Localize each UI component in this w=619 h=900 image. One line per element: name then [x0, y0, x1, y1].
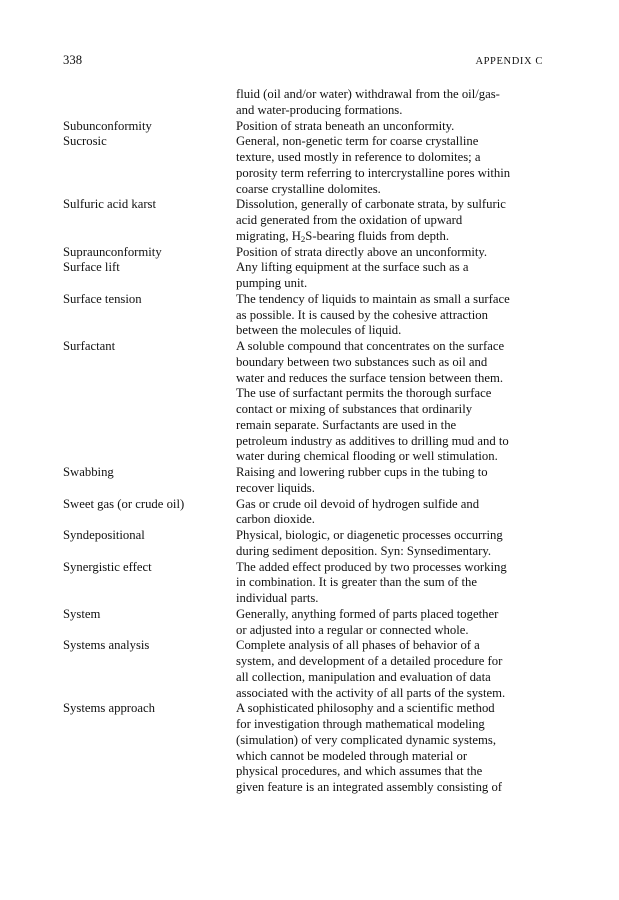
- definition-line: coarse crystalline dolomites.: [236, 181, 381, 196]
- glossary-entry: [63, 197, 543, 244]
- definition-line: Position of strata beneath an unconformity.: [236, 118, 455, 133]
- glossary-definition: [236, 339, 543, 465]
- definition-line: Any lifting equipment at the surface such as a: [236, 260, 469, 275]
- page-header: [63, 53, 543, 87]
- glossary-definition: [236, 607, 543, 639]
- glossary-term: Surface tension: [63, 291, 142, 306]
- glossary-term: Sulfuric acid karst: [63, 197, 157, 212]
- glossary-definition: [236, 292, 543, 339]
- glossary-definition: [236, 134, 543, 197]
- running-head: APPENDIX C: [475, 56, 543, 67]
- glossary-entry: [63, 119, 543, 135]
- glossary-term: Surface lift: [63, 260, 120, 275]
- glossary-entry: [63, 607, 543, 639]
- glossary-definition: [236, 497, 543, 529]
- glossary-entry: [63, 638, 543, 701]
- definition-line: which cannot be modeled through material or: [236, 748, 468, 763]
- definition-line: Physical, biologic, or diagenetic processes occurring: [236, 528, 503, 542]
- definition-line: Position of strata directly above an unconformity.: [236, 244, 488, 259]
- glossary-term: Sucrosic: [63, 134, 107, 149]
- definition-line: carbon dioxide.: [236, 512, 315, 527]
- glossary-entry: [63, 339, 543, 465]
- glossary-definition: [236, 87, 543, 119]
- definition-line: Generally, anything formed of parts placed together: [236, 606, 499, 621]
- definition-line: boundary between two substances such as oil and: [236, 354, 488, 369]
- glossary-term: Systems analysis: [63, 638, 150, 653]
- definition-line: individual parts.: [236, 591, 319, 605]
- glossary-definition: [236, 528, 543, 560]
- definition-line: pumping unit.: [236, 276, 308, 290]
- glossary-definition: [236, 638, 543, 701]
- glossary-entry: [63, 245, 543, 261]
- glossary-entry: [63, 260, 543, 292]
- glossary-entry: [63, 701, 543, 796]
- definition-line: recover liquids.: [236, 480, 315, 495]
- glossary-entry: [63, 87, 543, 119]
- definition-line: (simulation) of very complicated dynamic systems,: [236, 732, 497, 747]
- glossary-definition: [236, 119, 543, 135]
- glossary-term: System: [63, 606, 101, 621]
- definition-line: physical procedures, and which assumes that the: [236, 764, 483, 779]
- glossary-term: Synergistic effect: [63, 559, 152, 574]
- definition-line: system, and development of a detailed procedure for: [236, 654, 503, 668]
- definition-line: for investigation through mathematical modeling: [236, 717, 485, 731]
- definition-line: A sophisticated philosophy and a scientific method: [236, 701, 495, 716]
- definition-line: contact or mixing of substances that ordinarily: [236, 402, 473, 416]
- definition-line: A soluble compound that concentrates on the surface: [236, 339, 505, 353]
- definition-line: fluid (oil and/or water) withdrawal from the oil/gas-: [236, 87, 500, 101]
- glossary-term: Surfactant: [63, 339, 116, 353]
- definition-line: Gas or crude oil devoid of hydrogen sulfide and: [236, 496, 480, 511]
- definition-line: given feature is an integrated assembly consisting of: [236, 780, 503, 794]
- definition-line: as possible. It is caused by the cohesive attraction: [236, 307, 488, 322]
- definition-line: water during chemical flooding or well stimulation.: [236, 449, 498, 464]
- definition-line: texture, used mostly in reference to dolomites; a: [236, 150, 481, 164]
- glossary-entry: [63, 528, 543, 560]
- definition-line: associated with the activity of all parts of the system.: [236, 685, 506, 700]
- glossary-definition: [236, 465, 543, 497]
- glossary-term: Syndepositional: [63, 528, 145, 542]
- glossary-term: Supraunconformity: [63, 244, 162, 259]
- definition-line: The tendency of liquids to maintain as small a surface: [236, 291, 510, 306]
- definition-line: water and reduces the surface tension between them.: [236, 370, 504, 385]
- glossary-term: Subunconformity: [63, 118, 152, 133]
- definition-line: during sediment deposition. Syn: Synsedimentary.: [236, 543, 492, 558]
- definition-line: migrating, $H_2S$-bearing fluids from depth.: [236, 228, 450, 244]
- definition-line: or adjusted into a regular or connected whole.: [236, 622, 469, 637]
- definition-line: The use of surfactant permits the thorough surface: [236, 386, 492, 401]
- glossary-definition: [236, 560, 543, 607]
- glossary-term: Systems approach: [63, 701, 155, 716]
- document-page: [63, 53, 543, 796]
- definition-line: Dissolution, generally of carbonate strata, by sulfuric: [236, 197, 506, 212]
- glossary-entry: [63, 292, 543, 339]
- definition-line: and water-producing formations.: [236, 102, 403, 117]
- definition-line: in combination. It is greater than the sum of the: [236, 575, 478, 590]
- glossary-term: Sweet gas (or crude oil): [63, 496, 185, 511]
- glossary-definition: [236, 701, 543, 796]
- glossary-entry: [63, 497, 543, 529]
- definition-line: The added effect produced by two processes working: [236, 559, 507, 574]
- definition-line: all collection, manipulation and evaluation of data: [236, 669, 491, 684]
- definition-line: Raising and lowering rubber cups in the tubing to: [236, 465, 488, 479]
- glossary-entry: [63, 465, 543, 497]
- definition-line: petroleum industry as additives to drilling mud and to: [236, 433, 509, 448]
- glossary-entry: [63, 560, 543, 607]
- definition-line: Complete analysis of all phases of behavior of a: [236, 638, 480, 653]
- definition-line: acid generated from the oxidation of upward: [236, 213, 463, 227]
- definition-line: General, non-genetic term for coarse crystalline: [236, 134, 479, 149]
- definition-line: between the molecules of liquid.: [236, 323, 402, 338]
- glossary-definition: [236, 197, 543, 244]
- glossary-term: Swabbing: [63, 465, 114, 479]
- definition-line: porosity term referring to intercrystalline pores within: [236, 165, 511, 180]
- glossary-definition: [236, 245, 543, 261]
- glossary-list: [63, 87, 543, 796]
- definition-line: remain separate. Surfactants are used in the: [236, 417, 457, 432]
- glossary-entry: [63, 134, 543, 197]
- page-number: 338: [63, 53, 83, 67]
- glossary-definition: [236, 260, 543, 292]
